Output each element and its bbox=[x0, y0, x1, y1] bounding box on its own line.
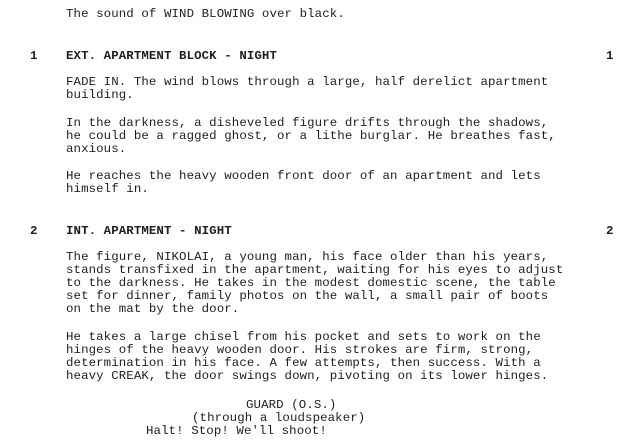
action-line: He reaches the heavy wooden front door of an apartment and lets bbox=[66, 169, 541, 183]
action-line: In the darkness, a disheveled figure drifts through the shadows, bbox=[66, 116, 549, 130]
scene-number-left: 1 bbox=[30, 49, 38, 63]
action-line: determination in his face. A few attempts, then success. With a bbox=[66, 356, 541, 370]
dialogue-character: GUARD (O.S.) bbox=[246, 398, 337, 412]
action-line: set for dinner, family photos on the wall, a small pair of boots bbox=[66, 289, 549, 303]
action-paragraph bbox=[66, 76, 606, 102]
action-line: himself in. bbox=[66, 182, 149, 196]
scene-number-left: 2 bbox=[30, 224, 38, 238]
dialogue-parenthetical: (through a loudspeaker) bbox=[192, 411, 366, 425]
scene-number-right: 2 bbox=[606, 224, 614, 238]
action-line: he could be a ragged ghost, or a lithe burglar. He breathes fast, bbox=[66, 129, 556, 143]
action-line: building. bbox=[66, 88, 134, 102]
action-paragraph bbox=[66, 251, 606, 316]
action-paragraph bbox=[66, 117, 606, 156]
dialogue-line: Halt! Stop! We'll shoot! bbox=[146, 424, 327, 438]
action-line: FADE IN. The wind blows through a large, half derelict apartment bbox=[66, 75, 549, 89]
action-line: He takes a large chisel from his pocket and sets to work on the bbox=[66, 330, 541, 344]
action-line: on the mat by the door. bbox=[66, 302, 240, 316]
action-line: hinges of the heavy wooden door. His strokes are firm, strong, bbox=[66, 343, 534, 357]
scene-heading: INT. APARTMENT - NIGHT bbox=[66, 224, 232, 238]
action-line: The figure, NIKOLAI, a young man, his face older than his years, bbox=[66, 250, 549, 264]
action-line: anxious. bbox=[66, 142, 127, 156]
action-paragraph bbox=[66, 170, 606, 196]
opening-line: The sound of WIND BLOWING over black. bbox=[66, 7, 345, 21]
action-line: stands transfixed in the apartment, waiting for his eyes to adjust bbox=[66, 263, 564, 277]
action-line: heavy CREAK, the door swings down, pivoting on its lower hinges. bbox=[66, 369, 549, 383]
action-line: to the darkness. He takes in the modest domestic scene, the table bbox=[66, 276, 556, 290]
scene-number-right: 1 bbox=[606, 49, 614, 63]
action-paragraph bbox=[66, 331, 606, 383]
scene-heading: EXT. APARTMENT BLOCK - NIGHT bbox=[66, 49, 277, 63]
